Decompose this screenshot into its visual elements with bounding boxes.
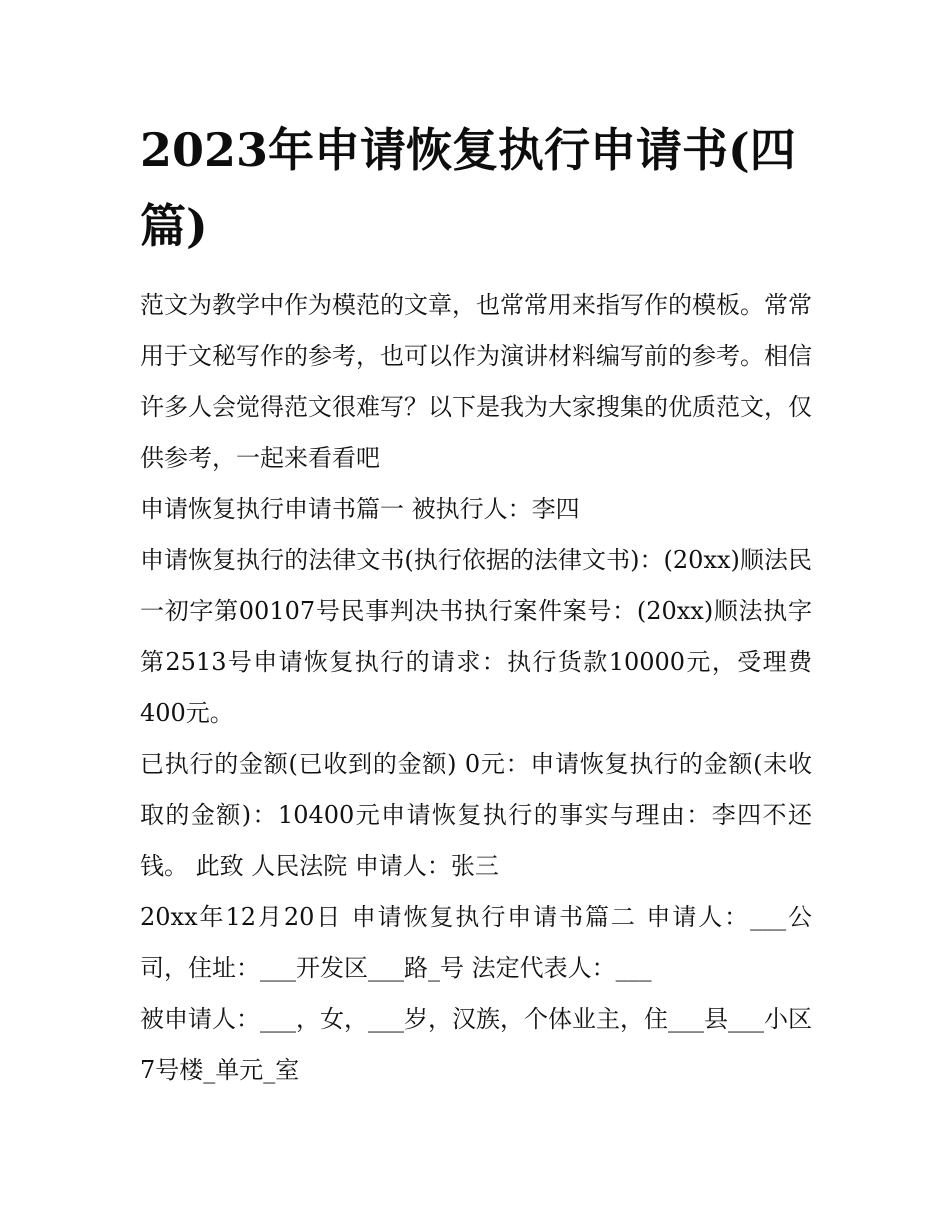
paragraph-intro: 范文为教学中作为模范的文章，也常常用来指写作的模板。常常用于文秘写作的参考，也可以作为演讲材料编写前的参考。相信许多人会觉得范文很难写？以下是我为大家搜集的优质范文，仅供参考，一起来看看吧 <box>140 291 812 472</box>
document-title: 2023年申请恢复执行申请书(四篇) <box>140 123 796 253</box>
paragraph-part-one-heading: 申请恢复执行申请书篇一 被执行人：李四 <box>140 495 580 523</box>
document-body <box>140 280 812 1096</box>
paragraph-legal-documents: 申请恢复执行的法律文书(执行依据的法律文书)：(20xx)顺法民一初字第00107号民事判决书执行案件案号：(20xx)顺法执字第2513号申请恢复执行的请求：执行货款10000元，受理费400元。 <box>140 546 812 727</box>
paragraph-amounts: 已执行的金额(已收到的金额) 0元：申请恢复执行的金额(未收取的金额)：10400元申请恢复执行的事实与理由：李四不还钱。 此致 人民法院 申请人：张三 <box>140 750 812 880</box>
paragraph-part-two-applicant: 20xx年12月20日 申请恢复执行申请书篇二 申请人：___公司，住址：___开发区___路_号 法定代表人：___ <box>140 903 812 982</box>
paragraph-respondent: 被申请人：___，女，___岁，汉族，个体业主，住___县___小区7号楼_单元_室 <box>140 1005 812 1084</box>
